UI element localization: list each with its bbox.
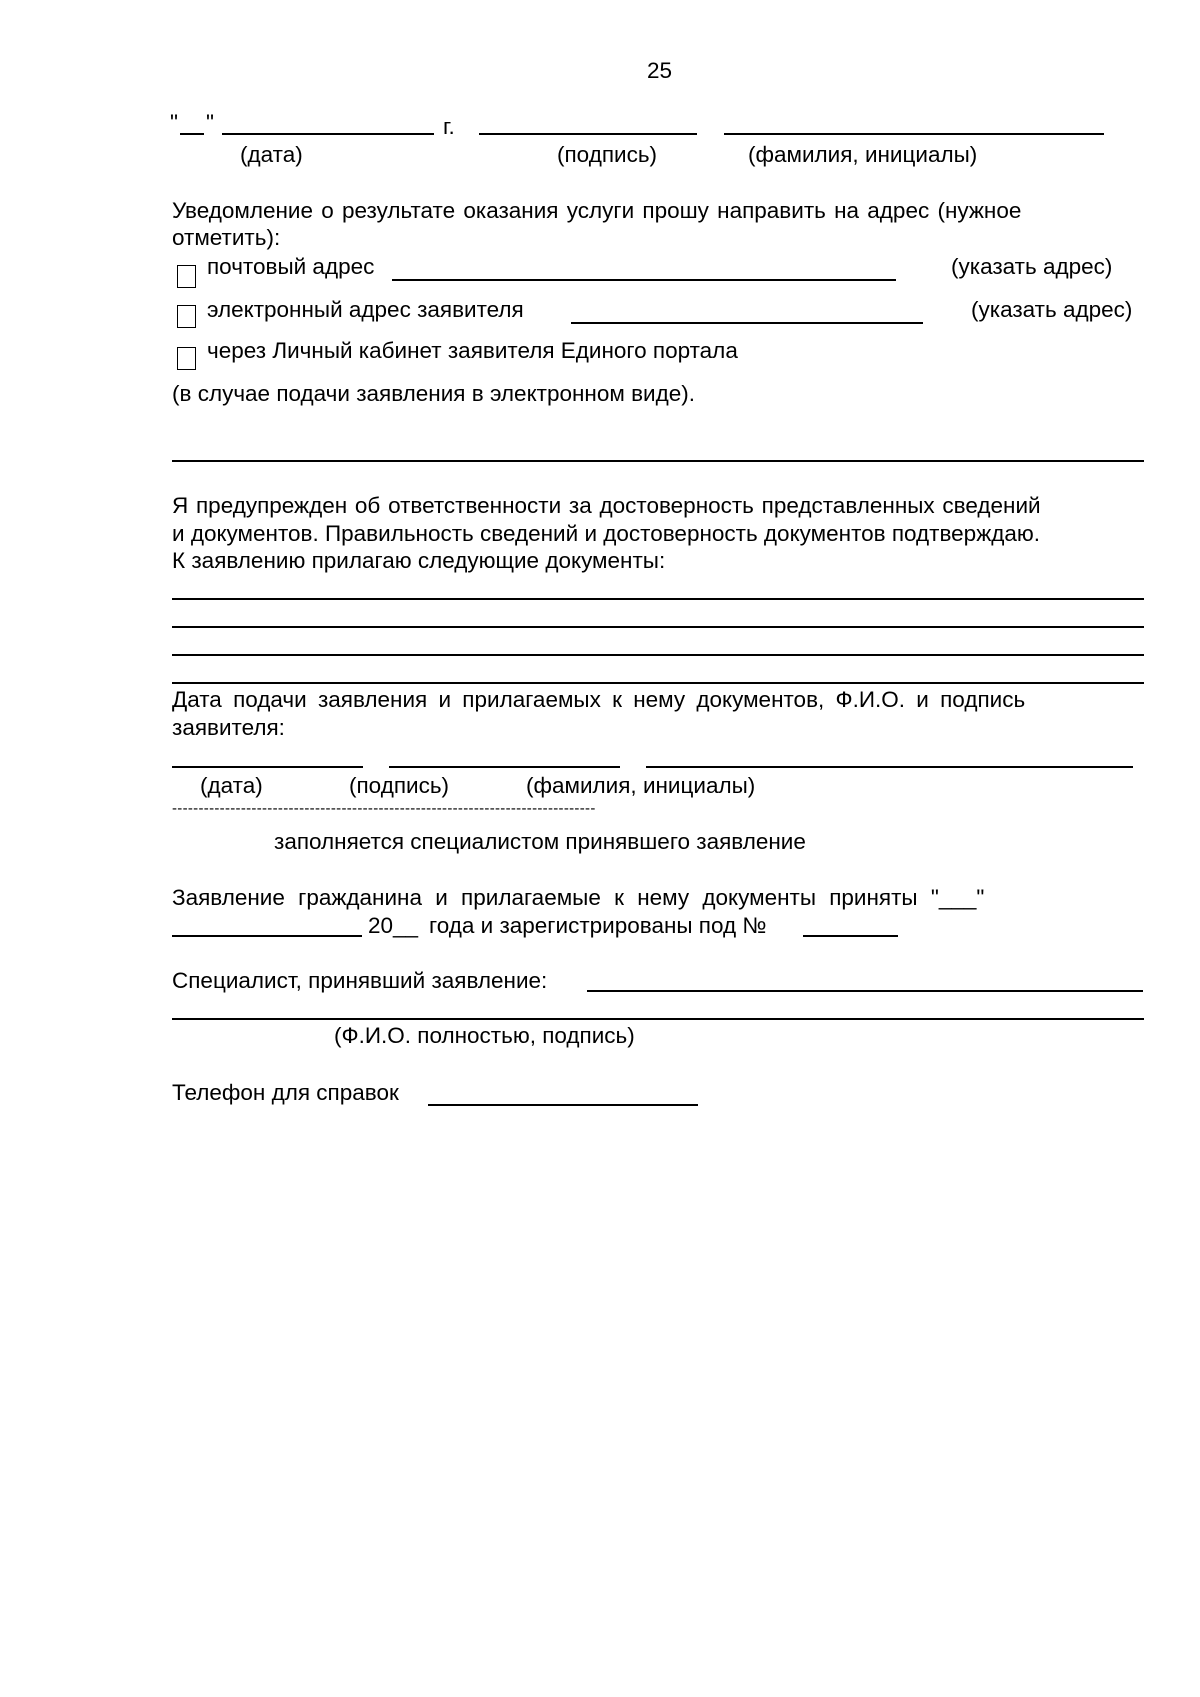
day-blank-line — [180, 133, 204, 135]
email-address-label: электронный адрес заявителя — [207, 297, 524, 322]
submission-signature-line[interactable] — [389, 766, 620, 768]
electronic-submission-note: (в случае подачи заявления в электронном виде). — [172, 381, 695, 406]
submission-date-line[interactable] — [172, 766, 363, 768]
submission-name-caption: (фамилия, инициалы) — [526, 773, 756, 798]
accepted-year-prefix: 20__ — [368, 913, 419, 938]
name-caption: (фамилия, инициалы) — [748, 142, 978, 167]
postal-address-hint: (указать адрес) — [951, 254, 1113, 279]
attached-documents-line-4[interactable] — [172, 682, 1144, 684]
accepted-line1: Заявление гражданина и прилагаемые к нему документы приняты "___" — [172, 885, 985, 910]
postal-address-checkbox[interactable] — [177, 265, 196, 288]
personal-cabinet-label: через Личный кабинет заявителя Единого портала — [207, 338, 738, 363]
declaration-line2: и документов. Правильность сведений и достоверность документов подтверждаю. — [172, 521, 1041, 546]
month-blank-line — [222, 133, 434, 135]
accepted-line2-rest: года и зарегистрированы под № — [429, 913, 767, 938]
submission-date-caption: (дата) — [200, 773, 263, 798]
specialist-label: Специалист, принявший заявление: — [172, 968, 548, 993]
phone-line[interactable] — [428, 1104, 698, 1106]
submission-signature-caption: (подпись) — [349, 773, 450, 798]
email-address-hint: (указать адрес) — [971, 297, 1133, 322]
signature-blank-line — [479, 133, 697, 135]
attached-documents-line-1[interactable] — [172, 598, 1144, 600]
specialist-section-heading: заполняется специалистом принявшего заявление — [274, 829, 806, 854]
declaration-line1: Я предупрежден об ответственности за достоверность представленных сведений — [172, 493, 1041, 518]
registration-number-line[interactable] — [803, 935, 898, 937]
page-number: 25 — [647, 58, 673, 83]
specialist-line[interactable] — [587, 990, 1143, 992]
postal-address-label: почтовый адрес — [207, 254, 375, 279]
date-quote-close: " — [206, 110, 214, 135]
fio-caption: (Ф.И.О. полностью, подпись) — [334, 1023, 635, 1048]
notification-intro-line2: отметить): — [172, 225, 281, 250]
submission-line2: заявителя: — [172, 715, 285, 740]
submission-line1: Дата подачи заявления и прилагаемых к нему документов, Ф.И.О. и подпись — [172, 687, 1026, 712]
divider-line — [172, 460, 1144, 462]
date-quote-open: " — [170, 110, 178, 135]
attached-documents-line-2[interactable] — [172, 626, 1144, 628]
dashed-separator: -------------------------------------------------------------------------------- — [172, 800, 596, 817]
specialist-fio-line[interactable] — [172, 1018, 1144, 1020]
attached-documents-line-3[interactable] — [172, 654, 1144, 656]
year-suffix: г. — [443, 114, 455, 139]
signature-caption: (подпись) — [557, 142, 658, 167]
declaration-line3: К заявлению прилагаю следующие документы: — [172, 548, 666, 573]
notification-intro-line1 — [172, 198, 1088, 224]
date-caption: (дата) — [240, 142, 303, 167]
accepted-date-line[interactable] — [172, 935, 362, 937]
submission-name-line[interactable] — [646, 766, 1133, 768]
phone-label: Телефон для справок — [172, 1080, 399, 1105]
personal-cabinet-checkbox[interactable] — [177, 347, 196, 370]
email-address-checkbox[interactable] — [177, 305, 196, 328]
name-blank-line — [724, 133, 1104, 135]
postal-address-line[interactable] — [392, 279, 896, 281]
notification-intro-text: Уведомление о результате оказания услуги прошу направить на адрес (нужное — [172, 198, 1022, 223]
email-address-line[interactable] — [571, 322, 923, 324]
